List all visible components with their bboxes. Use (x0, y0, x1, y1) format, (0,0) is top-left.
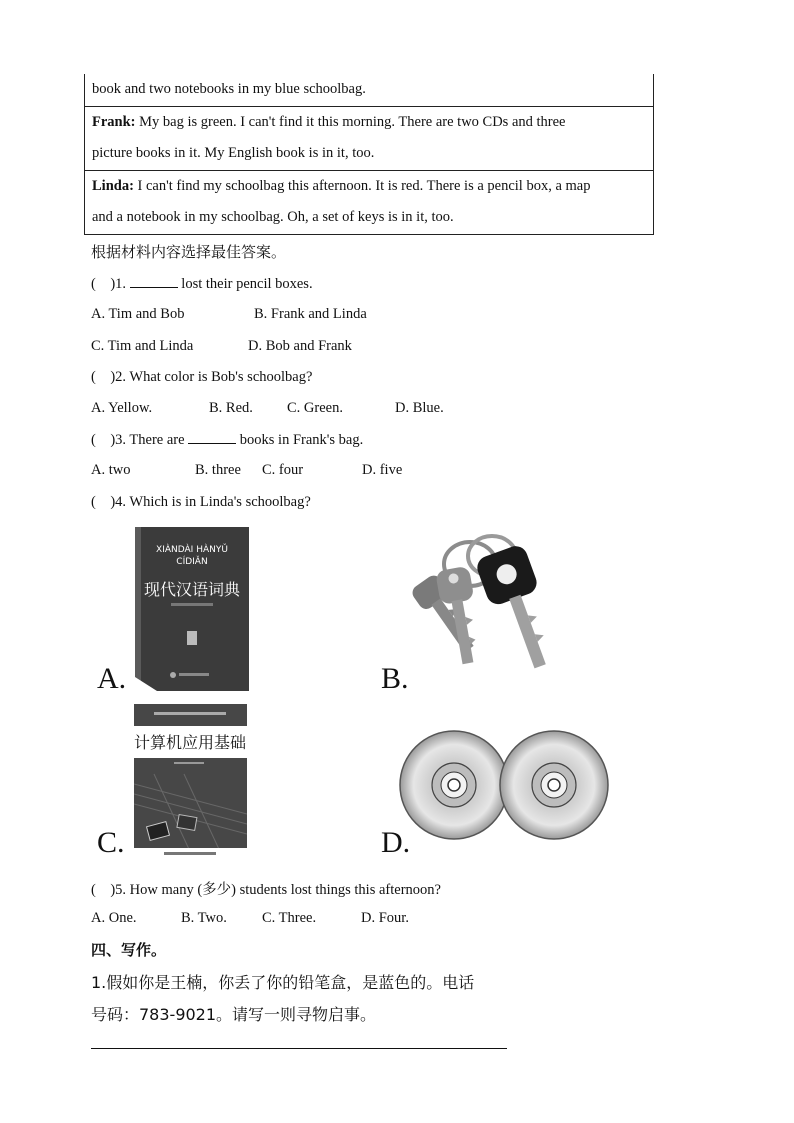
row-text-2: and a notebook in my schoolbag. Oh, a set of keys is in it, too. (92, 209, 454, 225)
q2-option-d: D. Blue. (395, 400, 444, 416)
table-row-linda (85, 170, 653, 234)
table-row-frank (85, 106, 653, 170)
q3-option-c: C. four (262, 462, 304, 478)
computer-book-icon (134, 704, 247, 860)
reading-table (84, 74, 654, 235)
row-text-1: My bag is green. I can't find it this morning. There are two CDs and three (135, 113, 566, 130)
question-2: ( )2. What color is Bob's schoolbag? (91, 369, 313, 385)
writing-prompt-line-2: 号码：783-9021。请写一则寻物启事。 (91, 1005, 377, 1024)
question-1: ( )1. lost their pencil boxes. (91, 276, 313, 292)
answer-blank (130, 275, 178, 288)
q3-option-a: A. two (91, 462, 131, 478)
q2-option-c: C. Green. (287, 400, 343, 416)
option-c-label: C. (97, 826, 125, 859)
row-text-1: I can't find my schoolbag this afternoon. It is red. There is a pencil box, a map (133, 177, 591, 194)
dict-pinyin-2: CÍDIǍN (176, 557, 208, 567)
q5-option-b: B. Two. (181, 910, 227, 926)
dictionary-book-icon (135, 527, 249, 691)
row-text: book and two notebooks in my blue schoolbag. (92, 81, 366, 97)
dict-pinyin-1: XIÀNDÀI HÀNYǓ (156, 545, 228, 555)
answer-line (91, 1048, 507, 1049)
q1-option-a: A. Tim and Bob (91, 306, 185, 322)
keys-icon (388, 528, 594, 688)
answer-blank (188, 431, 236, 444)
writing-prompt-line-1: 1.假如你是王楠，你丢了你的铅笔盒，是蓝色的。电话 (91, 973, 475, 992)
q3-option-b: B. three (195, 462, 241, 478)
question-4: ( )4. Which is in Linda's schoolbag? (91, 494, 311, 510)
dict-title: 现代汉语词典 (143, 580, 241, 599)
q3-option-d: D. five (362, 462, 403, 478)
q1-option-c: C. Tim and Linda (91, 338, 194, 354)
option-a-label: A. (97, 662, 127, 695)
q2-option-b: B. Red. (209, 400, 253, 416)
q5-option-d: D. Four. (361, 910, 409, 926)
q2-option-a: A. Yellow. (91, 400, 153, 416)
speaker-linda: Linda: (92, 177, 134, 194)
speaker-frank: Frank: (92, 113, 136, 130)
option-b-label: B. (381, 662, 409, 695)
q5-option-a: A. One. (91, 910, 137, 926)
question-3: ( )3. There are books in Frank's bag. (91, 432, 364, 448)
question-5: ( )5. How many (多少) students lost things this afternoon? (91, 882, 441, 898)
table-row-bob (85, 74, 653, 106)
row-text-2: picture books in it. My English book is in it, too. (92, 145, 375, 161)
computer-book-title: 计算机应用基础 (134, 733, 247, 752)
writing-heading: 四、写作。 (91, 941, 167, 959)
cds-icon (398, 728, 610, 842)
option-d-label: D. (381, 826, 411, 859)
q1-option-b: B. Frank and Linda (254, 306, 367, 322)
q5-option-c: C. Three. (262, 910, 317, 926)
q1-option-d: D. Bob and Frank (248, 338, 352, 354)
instruction: 根据材料内容选择最佳答案。 (91, 243, 287, 261)
